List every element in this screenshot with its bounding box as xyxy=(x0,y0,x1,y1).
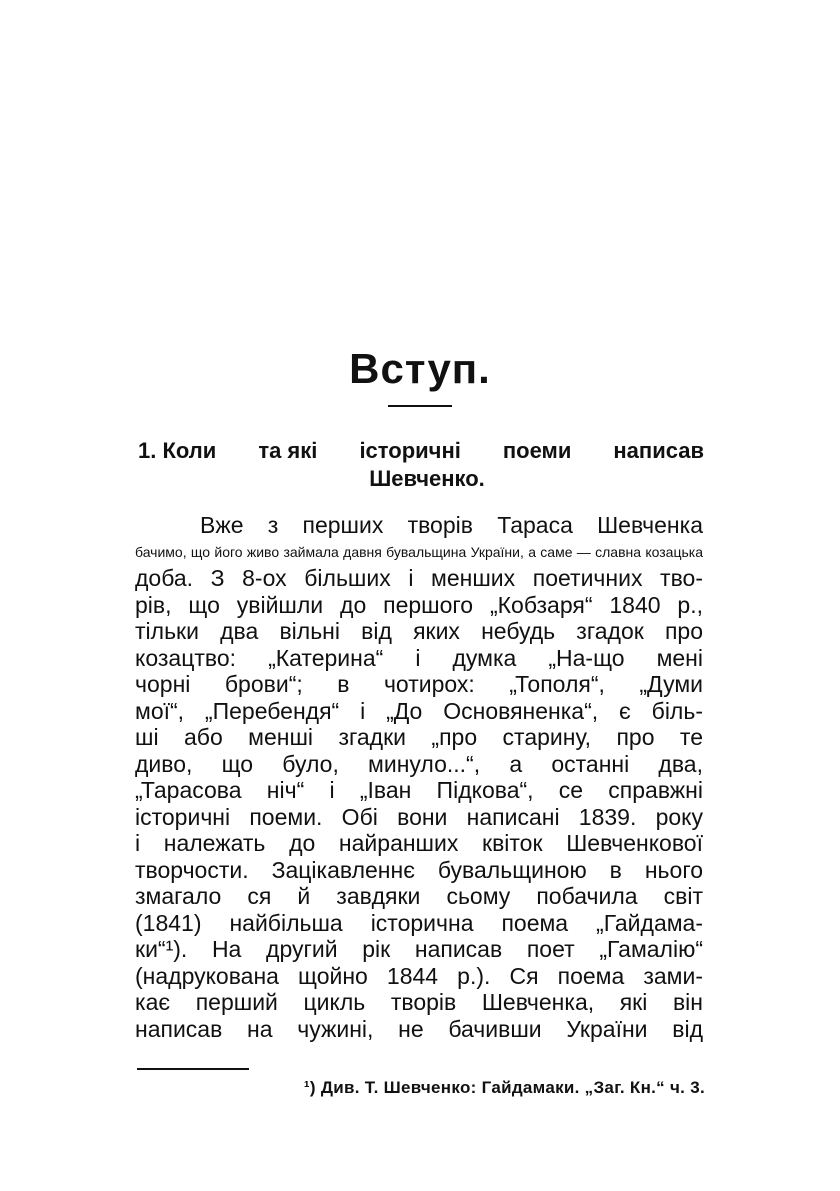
section-heading xyxy=(138,437,704,493)
body-line: Вже з перших творів Тараса Шевченка xyxy=(200,512,703,538)
heading-word: написав xyxy=(613,438,704,463)
heading-word: 1. Коли xyxy=(138,438,217,463)
section-heading-line-2: Шевченко. xyxy=(369,466,485,491)
body-line: змагало ся й завдяки сьому побачила світ xyxy=(135,883,703,909)
body-line: козацтво: „Катерина“ і думка „На-що мені xyxy=(135,644,703,671)
body-line: ші або менші згадки „про старину, про те xyxy=(135,724,703,750)
body-paragraph xyxy=(135,512,703,1042)
body-line: історичні поеми. Обі вони написані 1839. року xyxy=(135,803,703,830)
body-line: тільки два вільні від яких небудь згадок про xyxy=(135,618,703,644)
body-line: кає перший цикль творів Шевченка, які він xyxy=(135,989,703,1015)
body-line: чорні брови“; в чотирох: „Тополя“, „Думи xyxy=(135,671,703,697)
body-line: рів, що увійшли до першого „Кобзаря“ 1840 р., xyxy=(135,591,703,618)
body-line: творчости. Зацікавленнє бувальщиною в нього xyxy=(135,856,703,883)
heading-word: та які xyxy=(258,438,318,463)
body-line: бачимо, що його живо займала давня бувальщина України, а саме — славна козацька xyxy=(135,543,703,560)
section-heading-line-1 xyxy=(138,437,704,465)
footnote: ¹) Див. Т. Шевченко: Гайдамаки. „Заг. Кн.“ ч. 3. xyxy=(303,1078,705,1097)
chapter-title: Вступ. xyxy=(349,345,491,392)
body-line: ки“¹). На другий рік написав поет „Гамалію“ xyxy=(135,936,703,962)
body-line: диво, що було, минуло...“, а останні два, xyxy=(135,750,703,777)
body-line: написав на чужині, не бачивши України від xyxy=(135,1015,703,1042)
body-line: (1841) найбільша історична поема „Гайдама- xyxy=(135,909,703,936)
body-line: „Тарасова ніч“ і „Іван Підкова“, се справжні xyxy=(135,777,703,803)
heading-word: історичні xyxy=(359,438,461,463)
heading-word: поеми xyxy=(502,438,572,463)
body-line: доба. З 8-ох більших і менших поетичних тво- xyxy=(135,565,703,591)
body-line: і належать до найранших квіток Шевченкової xyxy=(135,830,703,856)
body-line: (надрукована щойно 1844 р.). Ся поема зами- xyxy=(135,962,703,989)
title-divider xyxy=(388,405,452,407)
body-line: мої“, „Перебендя“ і „До Основяненка“, є біль- xyxy=(135,697,703,724)
footnote-divider xyxy=(137,1068,249,1070)
